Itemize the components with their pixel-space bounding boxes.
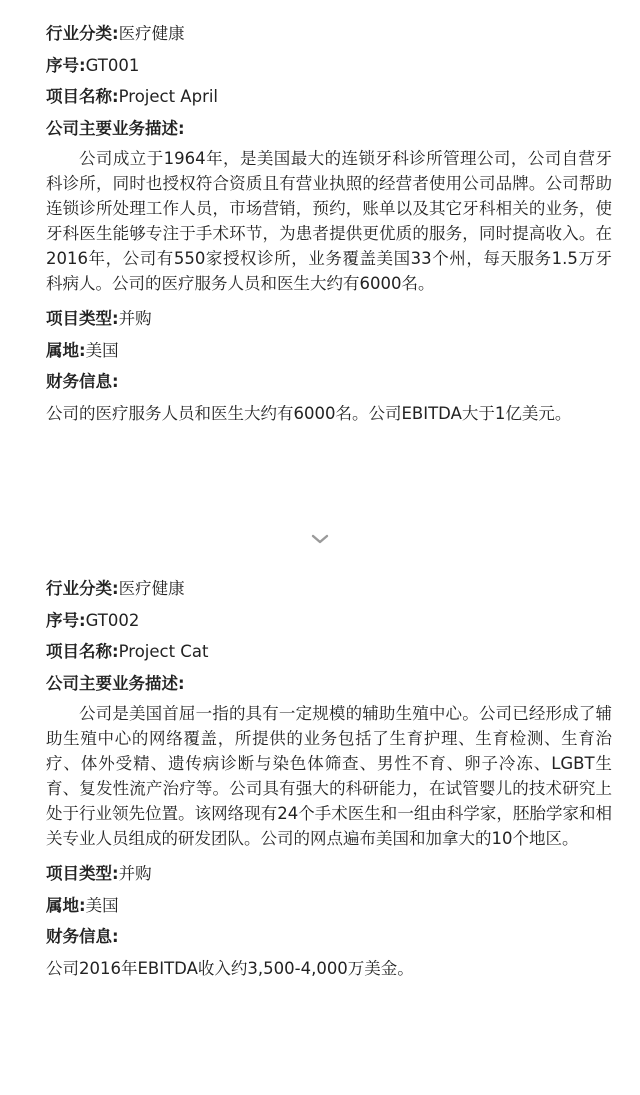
industry-row — [46, 579, 612, 599]
description-body: 公司是美国首屈一指的具有一定规模的辅助生殖中心。公司已经形成了辅助生殖中心的网络覆盖，所提供的业务包括了生育护理、生育检测、生育治疗、体外受精、遗传病诊断与染色体筛查、男性不育、卵子冷冻、LGBT生育、复发性流产治疗等。公司具有强大的科研能力，在试管婴儿的技术研究上处于行业领先位置。该网络现有24个手术医生和一组由科学家，胚胎学家和相关专业人员组成的研发团队。公司的网点遍布美国和加拿大的10个地区。 — [46, 704, 612, 848]
industry-row — [46, 24, 612, 44]
serial-value: GT001 — [85, 55, 140, 75]
location-label: 属地 — [46, 340, 79, 360]
serial-row — [46, 56, 612, 76]
project-type-row — [46, 864, 612, 884]
project-name-row — [46, 87, 612, 107]
label-colon: : — [178, 674, 185, 693]
project-name-row — [46, 642, 612, 662]
finance-label: 财务信息 — [46, 372, 112, 391]
serial-label: 序号 — [46, 55, 79, 75]
project-type-row — [46, 309, 612, 329]
project-type-label: 项目类型 — [46, 864, 112, 883]
chevron-down-icon — [310, 532, 330, 546]
serial-value: GT002 — [85, 610, 140, 630]
label-colon: : — [79, 55, 86, 75]
serial-label: 序号 — [46, 610, 79, 630]
project-name-label: 项目名称 — [46, 642, 112, 661]
industry-label: 行业分类 — [46, 579, 112, 598]
description-label: 公司主要业务描述 — [46, 674, 178, 693]
description-label: 公司主要业务描述 — [46, 119, 178, 138]
project-card-1 — [46, 24, 612, 424]
finance-value: 公司的医疗服务人员和医生大约有6000名。公司EBITDA大于1亿美元。 — [46, 403, 572, 423]
label-colon: : — [79, 610, 86, 630]
serial-row — [46, 611, 612, 631]
project-type-value: 并购 — [118, 309, 152, 328]
project-card-2 — [46, 579, 612, 979]
description-title — [46, 674, 612, 694]
location-value: 美国 — [85, 340, 119, 360]
description-body: 公司成立于1964年，是美国最大的连锁牙科诊所管理公司，公司自营牙科诊所，同时也授权符合资质且有营业执照的经营者使用公司品牌。公司帮助连锁诊所处理工作人员，市场营销，预约，账单以及其它牙科相关的业务，使牙科医生能够专注于手术环节，为患者提供更优质的服务，同时提高收入。在2016年，公司有550家授权诊所，业务覆盖美国33个州，每天服务1.5万牙科病人。公司的医疗服务人员和医生大约有6000名。 — [46, 149, 612, 293]
label-colon: : — [112, 642, 119, 661]
industry-value: 医疗健康 — [118, 579, 185, 598]
finance-value: 公司2016年EBITDA收入约3,500-4,000万美金。 — [46, 958, 414, 978]
label-colon: : — [112, 24, 119, 43]
location-row — [46, 896, 612, 916]
label-colon: : — [79, 895, 86, 915]
location-label: 属地 — [46, 895, 79, 915]
finance-label: 财务信息 — [46, 927, 112, 946]
project-name-label: 项目名称 — [46, 87, 112, 106]
finance-label-row — [46, 372, 612, 392]
label-colon: : — [178, 119, 185, 138]
description-title — [46, 119, 612, 139]
label-colon: : — [112, 864, 119, 883]
industry-value: 医疗健康 — [118, 24, 185, 43]
project-type-label: 项目类型 — [46, 309, 112, 328]
industry-label: 行业分类 — [46, 24, 112, 43]
project-type-value: 并购 — [118, 864, 152, 883]
project-name-value: Project April — [118, 87, 219, 106]
label-colon: : — [112, 309, 119, 328]
finance-label-row — [46, 927, 612, 947]
project-name-value: Project Cat — [118, 642, 209, 661]
label-colon: : — [79, 340, 86, 360]
location-value: 美国 — [85, 895, 119, 915]
label-colon: : — [112, 579, 119, 598]
label-colon: : — [112, 87, 119, 106]
location-row — [46, 341, 612, 361]
label-colon: : — [112, 927, 119, 946]
label-colon: : — [112, 372, 119, 391]
